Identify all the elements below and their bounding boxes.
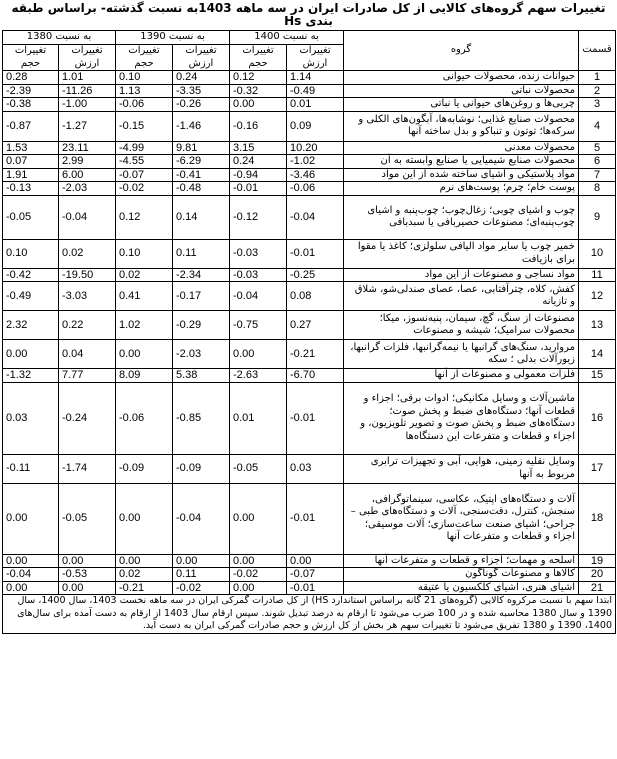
header-group: گروه bbox=[344, 31, 579, 71]
row-index: 10 bbox=[579, 239, 616, 268]
row-group-name: چوب و اشیای چوبی؛ زغال‌چوب؛ چوب‌پنبه و اشیای چوب‌پنبه‌ای؛ مصنوعات حصیربافی یا سبدبافی bbox=[344, 195, 579, 239]
row-index: 14 bbox=[579, 340, 616, 369]
table-body bbox=[3, 71, 616, 595]
value-change-1390-cell: -0.26 bbox=[173, 98, 230, 112]
row-index: 21 bbox=[579, 581, 616, 595]
volume-change-1390-cell: 0.12 bbox=[116, 195, 173, 239]
value-change-1380-cell: -3.03 bbox=[59, 282, 116, 311]
table-row bbox=[3, 369, 616, 383]
table-row bbox=[3, 141, 616, 155]
row-index: 16 bbox=[579, 382, 616, 454]
row-index: 3 bbox=[579, 98, 616, 112]
volume-change-1380-cell: -0.04 bbox=[3, 568, 59, 582]
value-change-1390-cell: -6.29 bbox=[173, 155, 230, 169]
volume-change-1390-cell: 0.41 bbox=[116, 282, 173, 311]
table-row bbox=[3, 581, 616, 595]
volume-change-1390-cell: 8.09 bbox=[116, 369, 173, 383]
value-change-1390-cell: -0.29 bbox=[173, 311, 230, 340]
row-group-name: اشیای هنری، اشیای کلکسیون یا عتیقه bbox=[344, 581, 579, 595]
volume-change-1390-cell: 1.13 bbox=[116, 84, 173, 98]
value-change-1390-cell: -0.09 bbox=[173, 454, 230, 483]
volume-change-1390-cell: 0.00 bbox=[116, 483, 173, 554]
volume-change-1390-cell: 0.02 bbox=[116, 268, 173, 282]
volume-change-1390-cell: 0.00 bbox=[116, 554, 173, 568]
volume-change-1380-cell: -0.11 bbox=[3, 454, 59, 483]
table-row bbox=[3, 382, 616, 454]
row-index: 6 bbox=[579, 155, 616, 169]
header-volume-1400: تغییرات حجم bbox=[230, 45, 287, 71]
value-change-1390-cell: 0.00 bbox=[173, 554, 230, 568]
value-change-1390-cell: -0.41 bbox=[173, 168, 230, 182]
value-change-1400-cell: 0.09 bbox=[287, 111, 344, 141]
value-change-1380-cell: 0.22 bbox=[59, 311, 116, 340]
volume-change-1390-cell: -0.09 bbox=[116, 454, 173, 483]
value-change-1380-cell: -1.00 bbox=[59, 98, 116, 112]
volume-change-1400-cell: 0.12 bbox=[230, 71, 287, 85]
table-row bbox=[3, 98, 616, 112]
row-group-name: پوست خام؛ چرم؛ پوست‌های نرم bbox=[344, 182, 579, 196]
value-change-1400-cell: -0.01 bbox=[287, 581, 344, 595]
value-change-1400-cell: 10.20 bbox=[287, 141, 344, 155]
value-change-1390-cell: 0.14 bbox=[173, 195, 230, 239]
value-change-1390-cell: -0.17 bbox=[173, 282, 230, 311]
row-index: 1 bbox=[579, 71, 616, 85]
row-index: 8 bbox=[579, 182, 616, 196]
row-index: 19 bbox=[579, 554, 616, 568]
value-change-1380-cell: -0.53 bbox=[59, 568, 116, 582]
value-change-1390-cell: -2.34 bbox=[173, 268, 230, 282]
volume-change-1380-cell: 1.91 bbox=[3, 168, 59, 182]
volume-change-1400-cell: -0.32 bbox=[230, 84, 287, 98]
volume-change-1380-cell: -0.05 bbox=[3, 195, 59, 239]
volume-change-1400-cell: -0.03 bbox=[230, 268, 287, 282]
volume-change-1400-cell: -0.16 bbox=[230, 111, 287, 141]
table-row bbox=[3, 483, 616, 554]
table-row bbox=[3, 268, 616, 282]
header-value-1380: تغییرات ارزش bbox=[59, 45, 116, 71]
value-change-1380-cell: -19.50 bbox=[59, 268, 116, 282]
volume-change-1390-cell: -0.07 bbox=[116, 168, 173, 182]
value-change-1380-cell: 2.99 bbox=[59, 155, 116, 169]
header-volume-1390: تغییرات حجم bbox=[116, 45, 173, 71]
value-change-1400-cell: 0.27 bbox=[287, 311, 344, 340]
table-row bbox=[3, 568, 616, 582]
row-group-name: محصولات صنایع شیمیایی یا صنایع وابسته به آن bbox=[344, 155, 579, 169]
volume-change-1380-cell: -0.38 bbox=[3, 98, 59, 112]
value-change-1390-cell: 0.24 bbox=[173, 71, 230, 85]
volume-change-1380-cell: 0.00 bbox=[3, 340, 59, 369]
row-index: 20 bbox=[579, 568, 616, 582]
value-change-1390-cell: -3.35 bbox=[173, 84, 230, 98]
row-index: 13 bbox=[579, 311, 616, 340]
volume-change-1380-cell: 0.10 bbox=[3, 239, 59, 268]
row-group-name: مصنوعات از سنگ، گچ، سیمان، پنبه‌نسوز، میکا؛ محصولات سرامیک؛ شیشه و مصنوعات bbox=[344, 311, 579, 340]
volume-change-1380-cell: -1.32 bbox=[3, 369, 59, 383]
row-index: 12 bbox=[579, 282, 616, 311]
row-group-name: محصولات معدنی bbox=[344, 141, 579, 155]
value-change-1400-cell: -0.49 bbox=[287, 84, 344, 98]
volume-change-1390-cell: -4.99 bbox=[116, 141, 173, 155]
page-title: تغییرات سهم گروه‌های کالایی از کل صادرات ایران در سه ماهه 1403به نسبت گذشته- براساس طبقه بندی Hs bbox=[11, 1, 606, 28]
row-group-name: فلزات معمولی و مصنوعات از آنها bbox=[344, 369, 579, 383]
value-change-1380-cell: 0.00 bbox=[59, 581, 116, 595]
row-index: 7 bbox=[579, 168, 616, 182]
value-change-1400-cell: -0.07 bbox=[287, 568, 344, 582]
header-volume-1380: تغییرات حجم bbox=[3, 45, 59, 71]
table-row bbox=[3, 155, 616, 169]
volume-change-1400-cell: -0.04 bbox=[230, 282, 287, 311]
volume-change-1400-cell: -0.75 bbox=[230, 311, 287, 340]
volume-change-1380-cell: 0.00 bbox=[3, 581, 59, 595]
volume-change-1400-cell: 0.00 bbox=[230, 483, 287, 554]
volume-change-1400-cell: -0.05 bbox=[230, 454, 287, 483]
table-row bbox=[3, 340, 616, 369]
value-change-1400-cell: -0.21 bbox=[287, 340, 344, 369]
volume-change-1380-cell: -2.39 bbox=[3, 84, 59, 98]
value-change-1390-cell: -0.85 bbox=[173, 382, 230, 454]
value-change-1380-cell: 1.01 bbox=[59, 71, 116, 85]
volume-change-1400-cell: -0.12 bbox=[230, 195, 287, 239]
table-row bbox=[3, 182, 616, 196]
value-change-1380-cell: 0.00 bbox=[59, 554, 116, 568]
volume-change-1390-cell: 1.02 bbox=[116, 311, 173, 340]
volume-change-1400-cell: 0.01 bbox=[230, 382, 287, 454]
header-value-1400: تغییرات ارزش bbox=[287, 45, 344, 71]
volume-change-1390-cell: -0.21 bbox=[116, 581, 173, 595]
volume-change-1380-cell: 0.07 bbox=[3, 155, 59, 169]
header-year-1400: به نسبت 1400 bbox=[230, 31, 344, 45]
volume-change-1380-cell: -0.49 bbox=[3, 282, 59, 311]
value-change-1380-cell: -1.74 bbox=[59, 454, 116, 483]
table-row bbox=[3, 84, 616, 98]
volume-change-1390-cell: -0.15 bbox=[116, 111, 173, 141]
row-index: 11 bbox=[579, 268, 616, 282]
volume-change-1400-cell: 0.00 bbox=[230, 98, 287, 112]
value-change-1380-cell: 0.04 bbox=[59, 340, 116, 369]
footnote: ابتدا سهم با نسبت مرکروه کالایی (گروه‌های 21 گانه براساس استاندارد HS) از کل صادرات گمرکی ایران در سه ماهه نخست 1403، سال 1400، سال 1390 و سال 1380 محاسبه شده و در 100 ضرب می‌شود تا ارقام به درصد تبدیل شوند. سپس ارقام سال 1403 از ارقام به دست آمده برای سال‌های 1400، 1390 و 1380 تفریق می‌شود تا تغییرات سهم هر بخش از کل ارزش و حجم صادرات گمرکی ایران به دست آید. bbox=[3, 595, 616, 634]
volume-change-1380-cell: 0.00 bbox=[3, 483, 59, 554]
value-change-1390-cell: 5.38 bbox=[173, 369, 230, 383]
volume-change-1380-cell: 2.32 bbox=[3, 311, 59, 340]
row-index: 4 bbox=[579, 111, 616, 141]
volume-change-1400-cell: 0.24 bbox=[230, 155, 287, 169]
table-row bbox=[3, 311, 616, 340]
value-change-1400-cell: -0.01 bbox=[287, 483, 344, 554]
volume-change-1400-cell: -0.01 bbox=[230, 182, 287, 196]
volume-change-1380-cell: 0.00 bbox=[3, 554, 59, 568]
volume-change-1390-cell: 0.10 bbox=[116, 239, 173, 268]
value-change-1380-cell: -0.05 bbox=[59, 483, 116, 554]
table-row bbox=[3, 71, 616, 85]
volume-change-1390-cell: 0.00 bbox=[116, 340, 173, 369]
row-group-name: مواد نساجی و مصنوعات از این مواد bbox=[344, 268, 579, 282]
value-change-1400-cell: 0.03 bbox=[287, 454, 344, 483]
table-row bbox=[3, 168, 616, 182]
table-row bbox=[3, 195, 616, 239]
volume-change-1400-cell: -0.94 bbox=[230, 168, 287, 182]
volume-change-1400-cell: -0.02 bbox=[230, 568, 287, 582]
value-change-1390-cell: 9.81 bbox=[173, 141, 230, 155]
value-change-1400-cell: 0.01 bbox=[287, 98, 344, 112]
value-change-1400-cell: -0.25 bbox=[287, 268, 344, 282]
value-change-1400-cell: -0.06 bbox=[287, 182, 344, 196]
header-index: قسمت bbox=[579, 31, 616, 71]
value-change-1400-cell: -0.01 bbox=[287, 382, 344, 454]
value-change-1380-cell: 23.11 bbox=[59, 141, 116, 155]
table-row bbox=[3, 554, 616, 568]
row-index: 17 bbox=[579, 454, 616, 483]
row-group-name: مواد پلاستیکی و اشیای ساخته شده از این مواد bbox=[344, 168, 579, 182]
table-row bbox=[3, 282, 616, 311]
volume-change-1380-cell: 1.53 bbox=[3, 141, 59, 155]
volume-change-1390-cell: -0.06 bbox=[116, 98, 173, 112]
volume-change-1380-cell: 0.03 bbox=[3, 382, 59, 454]
row-group-name: محصولات صنایع غذایی؛ نوشابه‌ها، آبگون‌های الکلی و سرکه‌ها؛ توتون و تنباکو و بدل ساخته آنها bbox=[344, 111, 579, 141]
header-year-1380: به نسبت 1380 bbox=[3, 31, 116, 45]
row-group-name: محصولات نباتی bbox=[344, 84, 579, 98]
value-change-1390-cell: 0.11 bbox=[173, 568, 230, 582]
row-group-name: کفش، کلاه، چترآفتابی، عصا، عصای صندلی‌شو، شلاق و تازیانه bbox=[344, 282, 579, 311]
value-change-1380-cell: 6.00 bbox=[59, 168, 116, 182]
row-group-name: آلات و دستگاه‌های اپتیک، عکاسی، سینماتوگرافی، سنجش، کنترل، دقت‌سنجی، آلات و دستگاه‌های طبی – جراحی؛ اشیای صنعت ساعت‌سازی؛ آلات موسیقی؛ اجزاء و قطعات و متفرعات آنها bbox=[344, 483, 579, 554]
row-group-name: اسلحه و مهمات؛ اجزاء و قطعات و متفرعات آنها bbox=[344, 554, 579, 568]
row-index: 2 bbox=[579, 84, 616, 98]
row-group-name: مروارید، سنگ‌های گرانبها یا نیمه‌گرانبها، فلزات گرانبها، زیورآلات بدلی ؛ سکه bbox=[344, 340, 579, 369]
table-row bbox=[3, 454, 616, 483]
table-row bbox=[3, 239, 616, 268]
volume-change-1380-cell: -0.42 bbox=[3, 268, 59, 282]
volume-change-1390-cell: -4.55 bbox=[116, 155, 173, 169]
volume-change-1380-cell: 0.28 bbox=[3, 71, 59, 85]
volume-change-1400-cell: 0.00 bbox=[230, 340, 287, 369]
volume-change-1400-cell: -2.63 bbox=[230, 369, 287, 383]
row-group-name: کالاها و مصنوعات گوناگون bbox=[344, 568, 579, 582]
data-table bbox=[2, 30, 616, 634]
value-change-1390-cell: -0.04 bbox=[173, 483, 230, 554]
value-change-1380-cell: -2.03 bbox=[59, 182, 116, 196]
row-group-name: چربی‌ها و روغن‌های حیوانی یا نباتی bbox=[344, 98, 579, 112]
value-change-1390-cell: 0.11 bbox=[173, 239, 230, 268]
header-year-1390: به نسبت 1390 bbox=[116, 31, 230, 45]
value-change-1380-cell: -0.24 bbox=[59, 382, 116, 454]
value-change-1400-cell: 1.14 bbox=[287, 71, 344, 85]
volume-change-1390-cell: -0.02 bbox=[116, 182, 173, 196]
value-change-1380-cell: 7.77 bbox=[59, 369, 116, 383]
volume-change-1400-cell: 0.00 bbox=[230, 554, 287, 568]
value-change-1390-cell: -1.46 bbox=[173, 111, 230, 141]
row-index: 5 bbox=[579, 141, 616, 155]
value-change-1380-cell: -11.26 bbox=[59, 84, 116, 98]
value-change-1400-cell: -0.04 bbox=[287, 195, 344, 239]
volume-change-1390-cell: 0.10 bbox=[116, 71, 173, 85]
header-value-1390: تغییرات ارزش bbox=[173, 45, 230, 71]
volume-change-1380-cell: -0.87 bbox=[3, 111, 59, 141]
value-change-1380-cell: -0.04 bbox=[59, 195, 116, 239]
value-change-1400-cell: 0.00 bbox=[287, 554, 344, 568]
table-row bbox=[3, 111, 616, 141]
value-change-1390-cell: -0.48 bbox=[173, 182, 230, 196]
value-change-1400-cell: -6.70 bbox=[287, 369, 344, 383]
row-index: 9 bbox=[579, 195, 616, 239]
row-group-name: خمیر چوب یا سایر مواد الیافی سلولزی؛ کاغذ یا مقوا برای بازیافت bbox=[344, 239, 579, 268]
row-group-name: حیوانات زنده، محصولات حیوانی bbox=[344, 71, 579, 85]
volume-change-1400-cell: 3.15 bbox=[230, 141, 287, 155]
volume-change-1400-cell: -0.03 bbox=[230, 239, 287, 268]
value-change-1380-cell: 0.02 bbox=[59, 239, 116, 268]
row-group-name: وسایل نقلیه زمینی، هوایی، آبی و تجهیزات ترابری مربوط به آنها bbox=[344, 454, 579, 483]
value-change-1380-cell: -1.27 bbox=[59, 111, 116, 141]
row-index: 15 bbox=[579, 369, 616, 383]
row-group-name: ماشین‌آلات و وسایل مکانیکی؛ ادوات برقی؛ اجزاء و قطعات آنها؛ دستگاه‌های ضبط و پخش صوت؛ دستگاه‌های ضبط و پخش صوت و تصویر تلویزیون، و اجزاء و قطعات و متفرعات این دستگاه‌ها bbox=[344, 382, 579, 454]
row-index: 18 bbox=[579, 483, 616, 554]
value-change-1400-cell: 0.08 bbox=[287, 282, 344, 311]
value-change-1390-cell: -2.03 bbox=[173, 340, 230, 369]
value-change-1400-cell: -3.46 bbox=[287, 168, 344, 182]
volume-change-1380-cell: -0.13 bbox=[3, 182, 59, 196]
value-change-1400-cell: -0.01 bbox=[287, 239, 344, 268]
value-change-1390-cell: -0.02 bbox=[173, 581, 230, 595]
value-change-1400-cell: -1.02 bbox=[287, 155, 344, 169]
volume-change-1390-cell: -0.06 bbox=[116, 382, 173, 454]
volume-change-1390-cell: 0.02 bbox=[116, 568, 173, 582]
volume-change-1400-cell: 0.00 bbox=[230, 581, 287, 595]
